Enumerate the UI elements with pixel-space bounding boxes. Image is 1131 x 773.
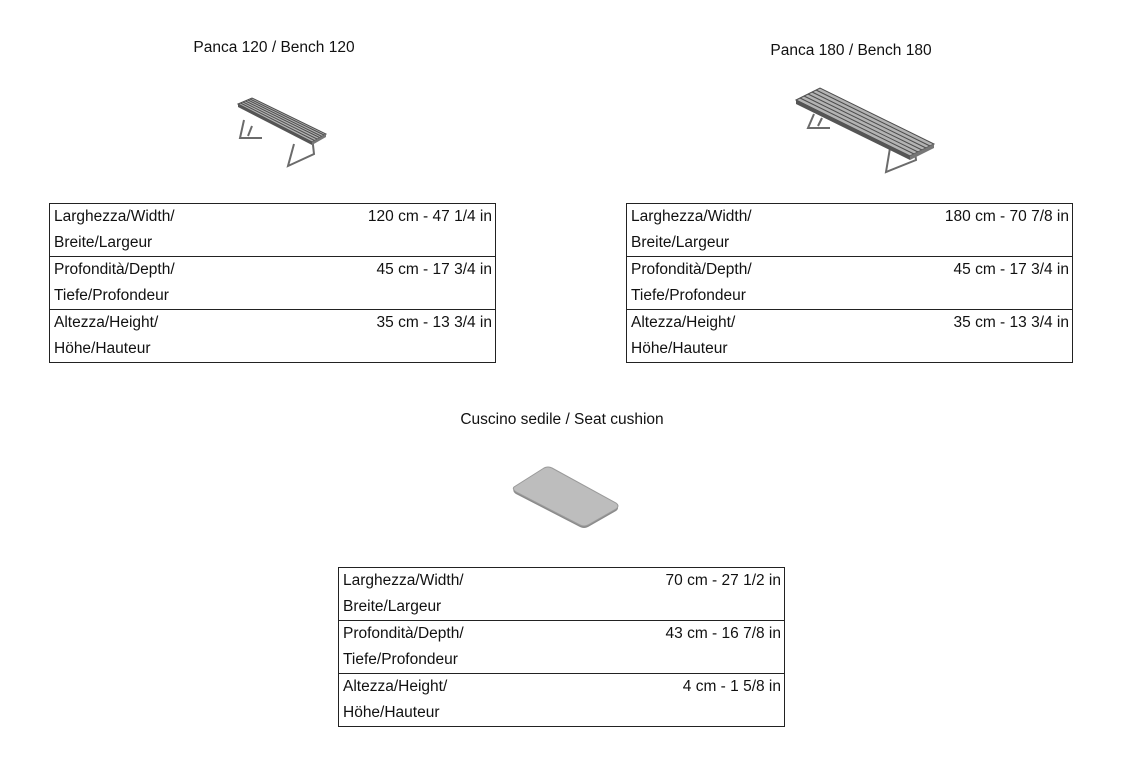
table-row (627, 310, 1073, 363)
dimension-label: Larghezza/Width/ (343, 572, 464, 589)
dimension-value: 70 cm - 27 1/2 in (596, 568, 785, 621)
table-row (339, 621, 785, 674)
dimension-value: 43 cm - 16 7/8 in (596, 621, 785, 674)
bench-120-dimensions-table (49, 203, 496, 363)
dimension-label: Larghezza/Width/ (631, 208, 752, 225)
dimension-value: 120 cm - 47 1/4 in (307, 204, 496, 257)
table-row (627, 204, 1073, 257)
dimension-label: Profondità/Depth/ (54, 261, 175, 278)
dimension-label: Höhe/Hauteur (54, 340, 151, 357)
dimension-value: 45 cm - 17 3/4 in (884, 257, 1073, 310)
dimension-value: 35 cm - 13 3/4 in (884, 310, 1073, 363)
dimension-label: Altezza/Height/ (631, 314, 736, 331)
table-row (339, 674, 785, 727)
table-row (627, 257, 1073, 310)
dimension-label: Tiefe/Profondeur (631, 287, 746, 304)
dimension-value: 45 cm - 17 3/4 in (307, 257, 496, 310)
dimension-label: Tiefe/Profondeur (54, 287, 169, 304)
dimension-value: 35 cm - 13 3/4 in (307, 310, 496, 363)
bench-120-title: Panca 120 / Bench 120 (193, 39, 355, 56)
table-row (50, 204, 496, 257)
bench-180-dimensions-table (626, 203, 1073, 363)
dimension-label: Larghezza/Width/ (54, 208, 175, 225)
seat-cushion-illustration (508, 463, 624, 535)
bench-180-title: Panca 180 / Bench 180 (770, 42, 932, 59)
dimension-label: Tiefe/Profondeur (343, 651, 458, 668)
dimension-value: 180 cm - 70 7/8 in (884, 204, 1073, 257)
seat-cushion-dimensions-table (338, 567, 785, 727)
table-row (339, 568, 785, 621)
dimension-label: Höhe/Hauteur (631, 340, 728, 357)
seat-cushion-title: Cuscino sedile / Seat cushion (460, 411, 664, 428)
dimension-label: Höhe/Hauteur (343, 704, 440, 721)
dimension-label: Altezza/Height/ (343, 678, 448, 695)
dimension-label: Altezza/Height/ (54, 314, 159, 331)
dimension-label: Breite/Largeur (54, 234, 153, 251)
dimension-value: 4 cm - 1 5/8 in (596, 674, 785, 727)
dimension-label: Breite/Largeur (631, 234, 730, 251)
dimension-label: Profondità/Depth/ (343, 625, 464, 642)
table-row (50, 257, 496, 310)
table-row (50, 310, 496, 363)
bench-180-illustration (792, 84, 937, 178)
dimension-label: Breite/Largeur (343, 598, 442, 615)
bench-120-illustration (222, 92, 332, 172)
dimension-label: Profondità/Depth/ (631, 261, 752, 278)
